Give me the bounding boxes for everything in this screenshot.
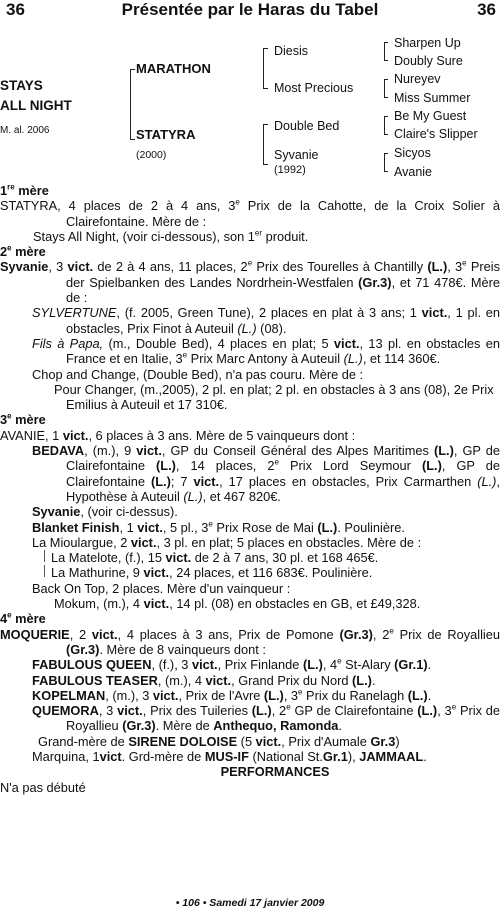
ggs-5: Be My Guest [394, 109, 467, 123]
moquerie-entry: MOQUERIE, 2 vict., 4 places à 3 ans, Prix de Pomone (Gr.3), 2e Prix de Royallieu (Gr.3). Mère de 8 vainqueurs dont : [0, 626, 500, 657]
bedava-entry: BEDAVA, (m.), 9 vict., GP du Conseil Général des Alpes Maritimes (L.), GP de Clairefontaine (L.), 14 places, 2e Prix Lord Seymour (L.), GP de Clairefontaine (L.); 7 vict., 17 places en obstacles, Prix Carmarthen (L.), Hypothèse à Auteuil (L.), et 467 820€. [32, 443, 500, 504]
section-1re-mere: 1re mère [0, 182, 49, 198]
ggs-8: Avanie [394, 165, 432, 179]
grandsire-1: Diesis [274, 44, 309, 58]
fils-a-papa-entry: Fils à Papa, (m., Double Bed), 4 places en plat; 5 vict., 13 pl. en obstacles en France et en Italie, 3e Prix Marc Antony à Auteuil (L.), et 114 360€. [32, 335, 500, 367]
granddam-2: Syvanie [274, 148, 319, 162]
la-mioulargue-entry: La Mioulargue, 2 vict., 3 pl. en plat; 5 places en obstacles. Mère de : [32, 534, 422, 550]
blanket-finish-entry: Blanket Finish, 1 vict., 5 pl., 3e Prix Rose de Mai (L.). Poulinière. [32, 519, 405, 535]
ggs-4: Miss Summer [394, 91, 471, 105]
ggs-6: Claire's Slipper [394, 127, 478, 141]
ggs-3: Nureyev [394, 72, 441, 86]
sire-name: MARATHON [136, 61, 211, 76]
section-4e-mere: 4e mère [0, 611, 46, 627]
statyra-entry: STATYRA, 4 places de 2 à 4 ans, 3e Prix de la Cahotte, de la Croix Solier à Clairefontaine. Mère de : [0, 198, 500, 229]
chop-and-change-entry: Chop and Change, (Double Bed), n'a pas couru. Mère de : [32, 366, 364, 382]
dam-year: (2000) [136, 149, 167, 161]
sylvertune-entry: SYLVERTUNE, (f. 2005, Green Tune), 2 places en plat à 3 ans; 1 vict., 1 pl. en obstacles, Prix Finot à Auteuil (L.) (08). [32, 305, 500, 336]
back-on-top-entry: Back On Top, 2 places. Mère d'un vainqueur : [32, 580, 291, 596]
ggs-7: Sicyos [394, 146, 431, 160]
catalogue-text [0, 183, 500, 795]
grandsire-2: Double Bed [274, 119, 340, 133]
horse-info: M. al. 2006 [0, 125, 50, 136]
marquina-entry: Marquina, 1vict. Grd-mère de MUS-IF (National St.Gr.1), JAMMAAL. [32, 748, 427, 764]
page-number-right: 36 [477, 0, 496, 19]
horse-name-line1: STAYS [0, 78, 43, 93]
horse-name-line2: ALL NIGHT [0, 98, 72, 113]
la-mathurine-entry: La Mathurine, 9 vict., 24 places, et 116 683€. Poulinière. [0, 565, 500, 580]
syvanie-entry: Syvanie, 3 vict. de 2 à 4 ans, 11 places, 2e Prix des Tourelles à Chantilly (L.), 3e Preis der Spielbanken des Landes Nordrhein-Westfalen (Gr.3), et 71 478€. Mère de : [0, 259, 500, 306]
mokum-entry: Mokum, (m.), 4 vict., 14 pl. (08) en obstacles en GB, et £49,328. [54, 596, 421, 612]
section-3e-mere: 3e mère [0, 412, 46, 428]
stays-all-night-ref: Stays All Night, (voir ci-dessous), son 1er produit. [33, 228, 309, 244]
page-title: Présentée par le Haras du Tabel [121, 0, 379, 19]
performances-text: N'a pas débuté [0, 779, 86, 795]
section-2e-mere: 2e mère [0, 243, 46, 260]
sirene-doloise-entry: Grand-mère de SIRENE DOLOISE (5 vict., Prix d'Aumale Gr.3) [38, 733, 400, 749]
fabulous-teaser-entry: FABULOUS TEASER, (m.), 4 vict., Grand Prix du Nord (L.). [32, 672, 376, 688]
avanie-entry: AVANIE, 1 vict., 6 places à 3 ans. Mère de 5 vainqueurs dont : [0, 427, 356, 443]
page-number-left: 36 [6, 0, 25, 19]
granddam-1: Most Precious [274, 81, 354, 95]
fabulous-queen-entry: FABULOUS QUEEN, (f.), 3 vict., Prix Finlande (L.), 4e St-Alary (Gr.1). [32, 656, 432, 673]
granddam-2-year: (1992) [274, 164, 306, 176]
kopelman-entry: KOPELMAN, (m.), 3 vict., Prix de l'Avre (L.), 3e Prix du Ranelagh (L.). [32, 687, 432, 703]
ggs-2: Doubly Sure [394, 54, 463, 68]
syvanie-ref: Syvanie, (voir ci-dessus). [32, 504, 178, 520]
dam-name: STATYRA [136, 127, 196, 142]
quemora-entry: QUEMORA, 3 vict., Prix des Tuileries (L.), 2e GP de Clairefontaine (L.), 3e Prix de Royallieu (Gr.3). Mère de Anthequo, Ramonda. [32, 702, 500, 734]
pour-changer-entry: Pour Changer, (m.,2005), 2 pl. en plat; 2 pl. en obstacles à 3 ans (08), 2e Prix Emilius à Auteuil et 17 310€. [54, 381, 494, 413]
ggs-1: Sharpen Up [394, 36, 461, 50]
la-matelote-entry: La Matelote, (f.), 15 vict. de 2 à 7 ans, 30 pl. et 168 465€. [0, 550, 500, 565]
performances-heading: PERFORMANCES [220, 764, 330, 780]
page-footer: • 106 • Samedi 17 janvier 2009 [175, 897, 325, 909]
